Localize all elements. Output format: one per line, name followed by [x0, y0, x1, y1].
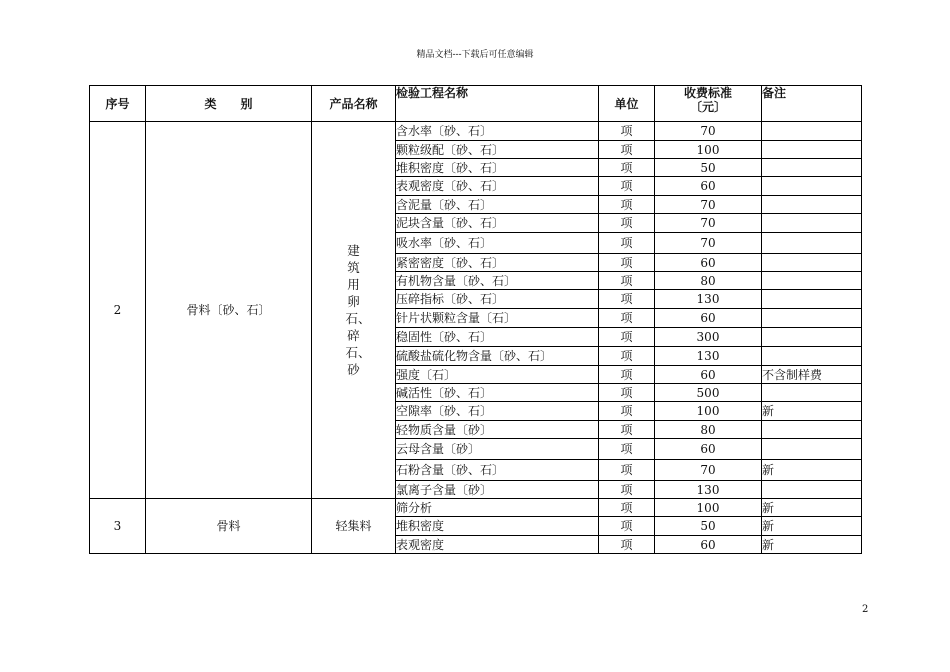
item-unit: 项 — [599, 272, 655, 290]
item-unit: 项 — [599, 439, 655, 460]
group-category: 骨料 — [146, 499, 312, 554]
item-fee: 80 — [655, 272, 762, 290]
item-name: 稳固性〔砂、石〕 — [396, 328, 599, 347]
header-product: 产品名称 — [312, 86, 396, 122]
header-unit: 单位 — [599, 86, 655, 122]
item-note — [762, 122, 862, 141]
item-fee: 60 — [655, 366, 762, 384]
item-unit: 项 — [599, 402, 655, 421]
item-name: 碱活性〔砂、石〕 — [396, 384, 599, 402]
group-seq: 2 — [90, 122, 146, 499]
item-name: 泥块含量〔砂、石〕 — [396, 214, 599, 233]
header-standard — [655, 86, 762, 122]
item-name: 吸水率〔砂、石〕 — [396, 233, 599, 254]
item-fee: 60 — [655, 177, 762, 196]
item-unit: 项 — [599, 517, 655, 536]
item-unit: 项 — [599, 499, 655, 517]
item-note — [762, 347, 862, 366]
item-note — [762, 233, 862, 254]
header-item: 检验工程名称 — [396, 86, 599, 122]
table-body — [90, 122, 862, 554]
header-note: 备注 — [762, 86, 862, 122]
header-standard-line1: 收费标准 — [683, 86, 732, 100]
item-name: 含泥量〔砂、石〕 — [396, 196, 599, 214]
item-note — [762, 384, 862, 402]
item-fee: 100 — [655, 141, 762, 159]
item-name: 压碎指标〔砂、石〕 — [396, 290, 599, 309]
item-unit: 项 — [599, 421, 655, 439]
header-seq: 序号 — [90, 86, 146, 122]
item-name: 硫酸盐硫化物含量〔砂、石〕 — [396, 347, 599, 366]
item-unit: 项 — [599, 159, 655, 177]
item-name: 有机物含量〔砂、石〕 — [396, 272, 599, 290]
item-note — [762, 421, 862, 439]
item-note — [762, 177, 862, 196]
item-unit: 项 — [599, 233, 655, 254]
item-unit: 项 — [599, 328, 655, 347]
item-fee: 130 — [655, 347, 762, 366]
item-unit: 项 — [599, 122, 655, 141]
item-name: 表观密度 — [396, 536, 599, 554]
item-unit: 项 — [599, 347, 655, 366]
item-name: 强度〔石〕 — [396, 366, 599, 384]
item-name: 表观密度〔砂、石〕 — [396, 177, 599, 196]
group-product: 建筑用卵石、碎石、砂 — [345, 243, 371, 377]
item-note — [762, 196, 862, 214]
item-fee: 60 — [655, 536, 762, 554]
table-row — [90, 499, 862, 517]
item-unit: 项 — [599, 141, 655, 159]
item-fee: 60 — [655, 439, 762, 460]
item-unit: 项 — [599, 460, 655, 481]
item-note — [762, 290, 862, 309]
item-note: 新 — [762, 402, 862, 421]
table-row — [90, 122, 862, 141]
item-name: 含水率〔砂、石〕 — [396, 122, 599, 141]
item-note: 新 — [762, 460, 862, 481]
item-unit: 项 — [599, 254, 655, 272]
item-fee: 130 — [655, 481, 762, 499]
header-standard-line2: 〔元〕 — [689, 100, 726, 114]
item-fee: 300 — [655, 328, 762, 347]
item-unit: 项 — [599, 214, 655, 233]
group-seq: 3 — [90, 499, 146, 554]
item-name: 氯离子含量〔砂〕 — [396, 481, 599, 499]
item-name: 针片状颗粒含量〔石〕 — [396, 309, 599, 328]
item-note — [762, 159, 862, 177]
item-fee: 80 — [655, 421, 762, 439]
item-name: 轻物质含量〔砂〕 — [396, 421, 599, 439]
item-fee: 70 — [655, 214, 762, 233]
item-unit: 项 — [599, 309, 655, 328]
item-fee: 70 — [655, 122, 762, 141]
item-name: 堆积密度 — [396, 517, 599, 536]
header-category: 类 别 — [146, 86, 312, 122]
item-name: 紧密密度〔砂、石〕 — [396, 254, 599, 272]
item-name: 空隙率〔砂、石〕 — [396, 402, 599, 421]
item-fee: 70 — [655, 460, 762, 481]
item-note — [762, 481, 862, 499]
group-product: 轻集料 — [335, 519, 372, 533]
item-fee: 70 — [655, 233, 762, 254]
item-note: 新 — [762, 517, 862, 536]
item-unit: 项 — [599, 536, 655, 554]
item-note — [762, 309, 862, 328]
item-fee: 100 — [655, 499, 762, 517]
item-note: 新 — [762, 499, 862, 517]
group-product-cell — [312, 122, 396, 499]
item-fee: 50 — [655, 517, 762, 536]
item-unit: 项 — [599, 384, 655, 402]
item-note — [762, 272, 862, 290]
item-unit: 项 — [599, 196, 655, 214]
item-name: 筛分析 — [396, 499, 599, 517]
item-unit: 项 — [599, 290, 655, 309]
item-note — [762, 328, 862, 347]
item-note — [762, 439, 862, 460]
item-note — [762, 214, 862, 233]
item-unit: 项 — [599, 481, 655, 499]
item-unit: 项 — [599, 366, 655, 384]
item-note — [762, 254, 862, 272]
item-note: 新 — [762, 536, 862, 554]
item-fee: 130 — [655, 290, 762, 309]
item-name: 堆积密度〔砂、石〕 — [396, 159, 599, 177]
item-note: 不含制样费 — [762, 366, 862, 384]
page-number: 2 — [862, 604, 869, 615]
item-fee: 70 — [655, 196, 762, 214]
item-unit: 项 — [599, 177, 655, 196]
group-product-cell — [312, 499, 396, 554]
item-fee: 60 — [655, 254, 762, 272]
item-name: 颗粒级配〔砂、石〕 — [396, 141, 599, 159]
item-fee: 50 — [655, 159, 762, 177]
page-header: 精品文档---下载后可任意编辑 — [416, 50, 534, 60]
item-fee: 500 — [655, 384, 762, 402]
item-name: 云母含量〔砂〕 — [396, 439, 599, 460]
group-category: 骨料〔砂、石〕 — [146, 122, 312, 499]
header-row — [90, 86, 862, 122]
item-name: 石粉含量〔砂、石〕 — [396, 460, 599, 481]
item-fee: 60 — [655, 309, 762, 328]
fee-table — [89, 85, 862, 554]
item-fee: 100 — [655, 402, 762, 421]
item-note — [762, 141, 862, 159]
